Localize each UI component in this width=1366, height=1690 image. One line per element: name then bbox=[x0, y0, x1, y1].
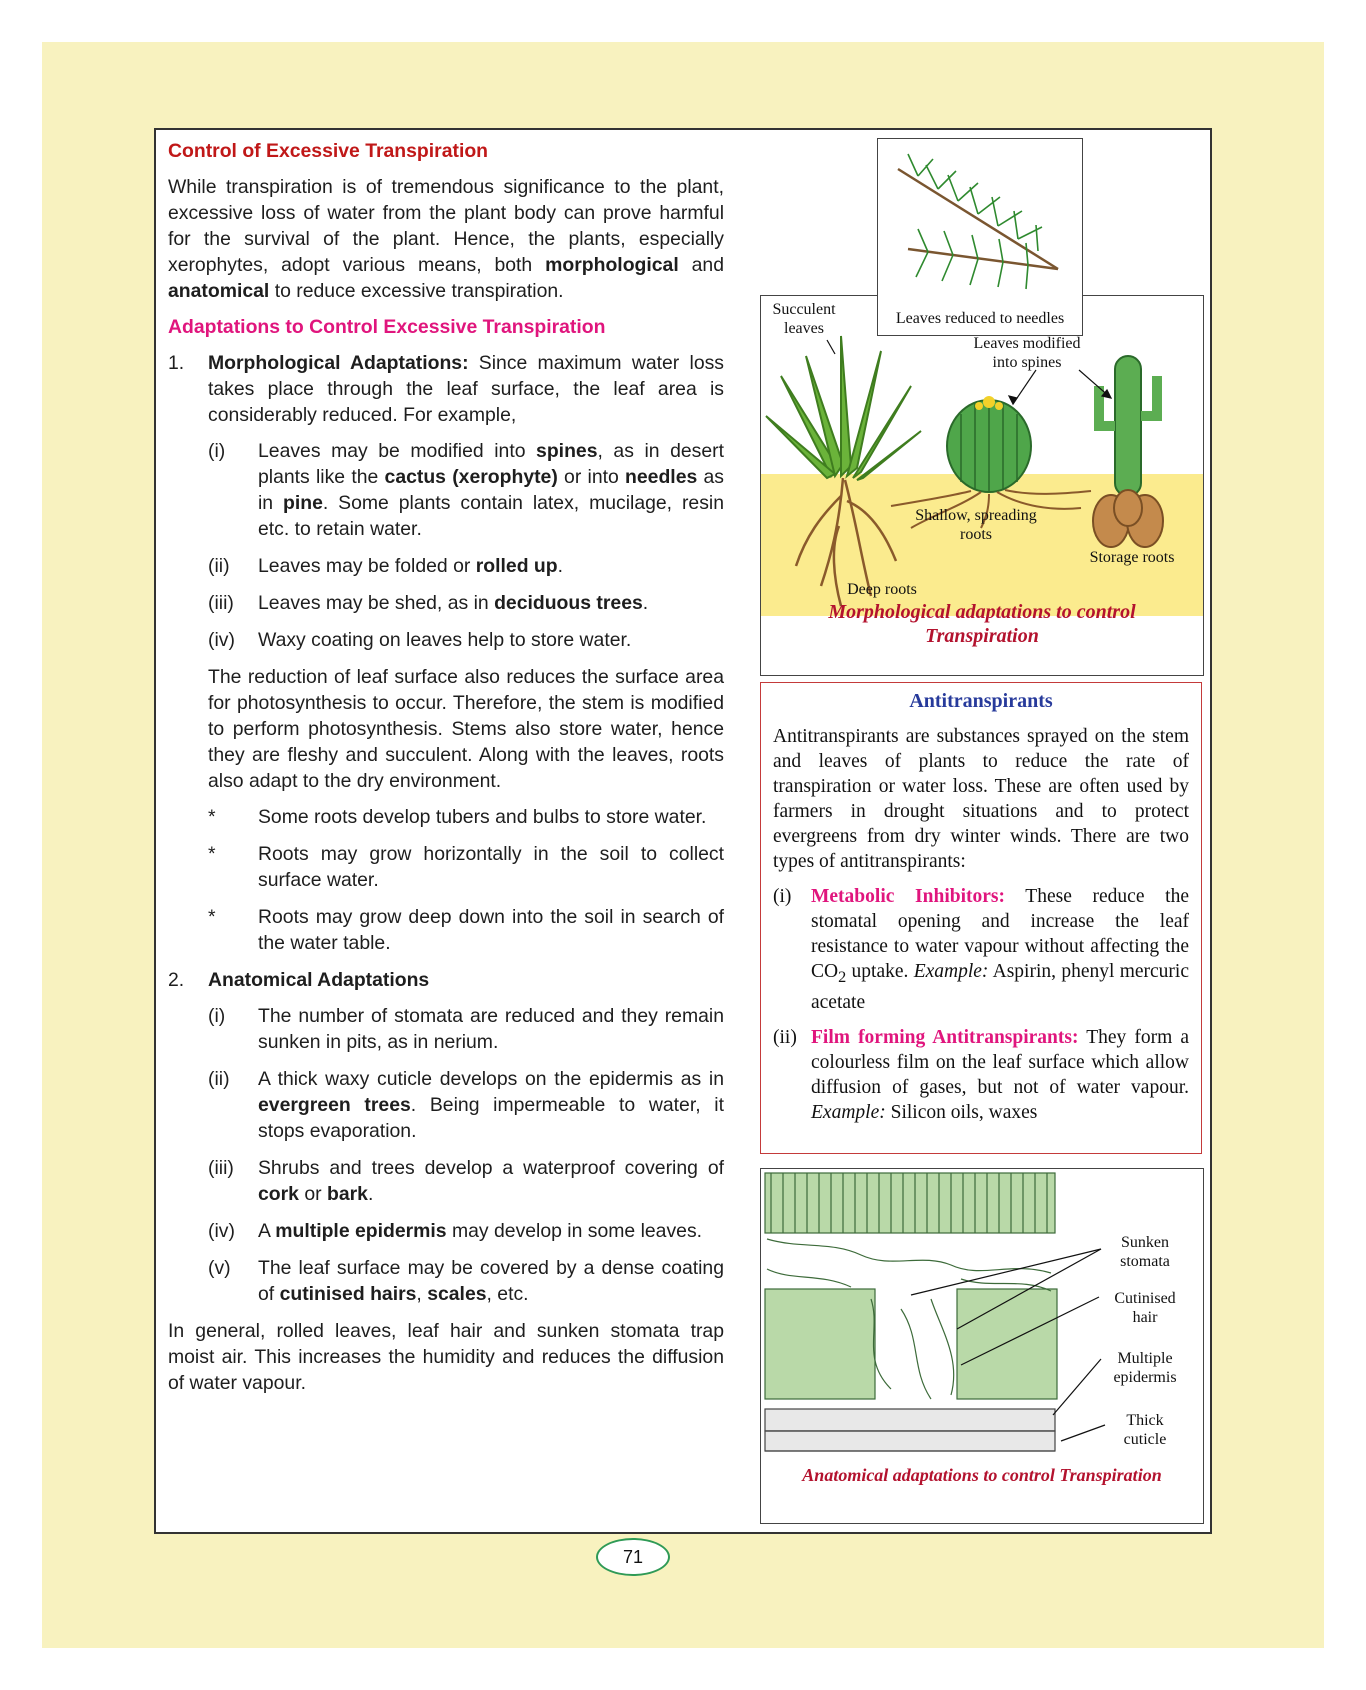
shallow-roots-label: Shallow, spreading roots bbox=[915, 507, 1037, 543]
figure1-caption: Morphological adaptations to control Transpiration bbox=[828, 601, 1136, 647]
list-item: (ii) Film forming Antitranspirants: They form a colourless film on the leaf surface which allow diffusion of gases, but not of water vapour. Example: Silicon oils, waxes bbox=[773, 1026, 1189, 1123]
list-item: (iii) Leaves may be shed, as in deciduous trees. bbox=[208, 592, 649, 614]
multiple-epidermis-label: Multiple epidermis bbox=[1113, 1350, 1177, 1386]
page-number: 71 bbox=[596, 1538, 670, 1576]
content-frame bbox=[154, 128, 1212, 1534]
antitranspirants-title: Antitranspirants bbox=[909, 690, 1053, 712]
aloe-plant bbox=[766, 336, 921, 480]
pine-needles-illustration bbox=[878, 139, 1082, 299]
section-title: Control of Excessive Transpiration bbox=[168, 140, 489, 162]
list-item: (i) Leaves may be modified into spines, as in desert plants like the cactus (xerophyte) or into needles as in pine. Some plants contain latex, mucilage, resin etc. to retain water. bbox=[208, 440, 724, 540]
spines-label: Leaves modified into spines bbox=[973, 335, 1081, 371]
main-text-column bbox=[168, 138, 724, 1406]
list-item: * Some roots develop tubers and bulbs to store water. bbox=[208, 806, 707, 828]
list-item: (iv) A multiple epidermis may develop in some leaves. bbox=[208, 1220, 703, 1242]
anatomical-figure bbox=[760, 1168, 1204, 1524]
cutinised-hair-label: Cutinised hair bbox=[1114, 1290, 1176, 1326]
conclusion-paragraph: In general, rolled leaves, leaf hair and sunken stomata trap moist air. This increases the humidity and reduces the diffusion of water vapour. bbox=[168, 1320, 724, 1394]
antitranspirants-intro: Antitranspirants are substances sprayed on the stem and leaves of plants to reduce the rate of transpiration or water loss. These are often used by farmers in drought situations and to protect evergreens from dry winter winds. There are two types of antitranspirants: bbox=[773, 726, 1189, 872]
storage-roots-label: Storage roots bbox=[1089, 549, 1175, 566]
list-item: (ii) A thick waxy cuticle develops on the epidermis as in evergreen trees. Being impermeable to water, it stops evaporation. bbox=[208, 1068, 724, 1142]
antitranspirants-box bbox=[760, 682, 1202, 1154]
succulent-label: Succulent leaves bbox=[772, 301, 836, 337]
list-item: (iv) Waxy coating on leaves help to store water. bbox=[208, 629, 632, 651]
morphological-heading: 1. Morphological Adaptations: Since maximum water loss takes place through the leaf surface, the leaf area is considerably reduced. For example, bbox=[168, 352, 724, 426]
needles-label: Leaves reduced to needles bbox=[895, 310, 1065, 327]
figure3-caption: Anatomical adaptations to control Transpiration bbox=[802, 1465, 1162, 1485]
anatomical-heading: 2. Anatomical Adaptations bbox=[168, 969, 430, 991]
pine-needles-box bbox=[877, 138, 1083, 336]
list-item: (v) The leaf surface may be covered by a dense coating of cutinised hairs, scales, etc. bbox=[208, 1257, 724, 1305]
storage-roots bbox=[1093, 490, 1163, 547]
list-item: * Roots may grow deep down into the soil in search of the water table. bbox=[208, 906, 724, 954]
list-item: (ii) Leaves may be folded or rolled up. bbox=[208, 555, 564, 577]
list-item: (iii) Shrubs and trees develop a waterproof covering of cork or bark. bbox=[208, 1157, 724, 1205]
list-item: (i) Metabolic Inhibitors: These reduce the stomatal opening and increase the leaf resistance to water vapour without affecting the $CO_2$ uptake. Example: Aspirin, phenyl mercuric acetate bbox=[773, 886, 1189, 1013]
columnar-cactus bbox=[1099, 356, 1157, 496]
barrel-cactus bbox=[947, 396, 1031, 492]
morphological-figure bbox=[760, 295, 1204, 676]
thick-cuticle-label: Thick cuticle bbox=[1123, 1412, 1167, 1448]
morphological-paragraph: The reduction of leaf surface also reduces the surface area for photosynthesis to occur. Therefore, the stem is modified to perform photosynthesis. Stems also store water, hence they are fleshy and succulent. Along with the leaves, roots also adapt to the dry environment. bbox=[208, 666, 724, 792]
list-item: * Roots may grow horizontally in the soil to collect surface water. bbox=[208, 843, 724, 891]
list-item: (i) The number of stomata are reduced and they remain sunken in pits, as in nerium. bbox=[208, 1005, 724, 1053]
subsection-title: Adaptations to Control Excessive Transpiration bbox=[168, 316, 606, 338]
deep-roots-label: Deep roots bbox=[847, 581, 917, 598]
sunken-stomata-label: Sunken stomata bbox=[1120, 1234, 1170, 1270]
intro-paragraph: While transpiration is of tremendous significance to the plant, excessive loss of water from the plant body can prove harmful for the survival of the plant. Hence, the plants, especially xerophytes, adopt various means, both morphological and anatomical to reduce excessive transpiration. bbox=[168, 176, 724, 302]
